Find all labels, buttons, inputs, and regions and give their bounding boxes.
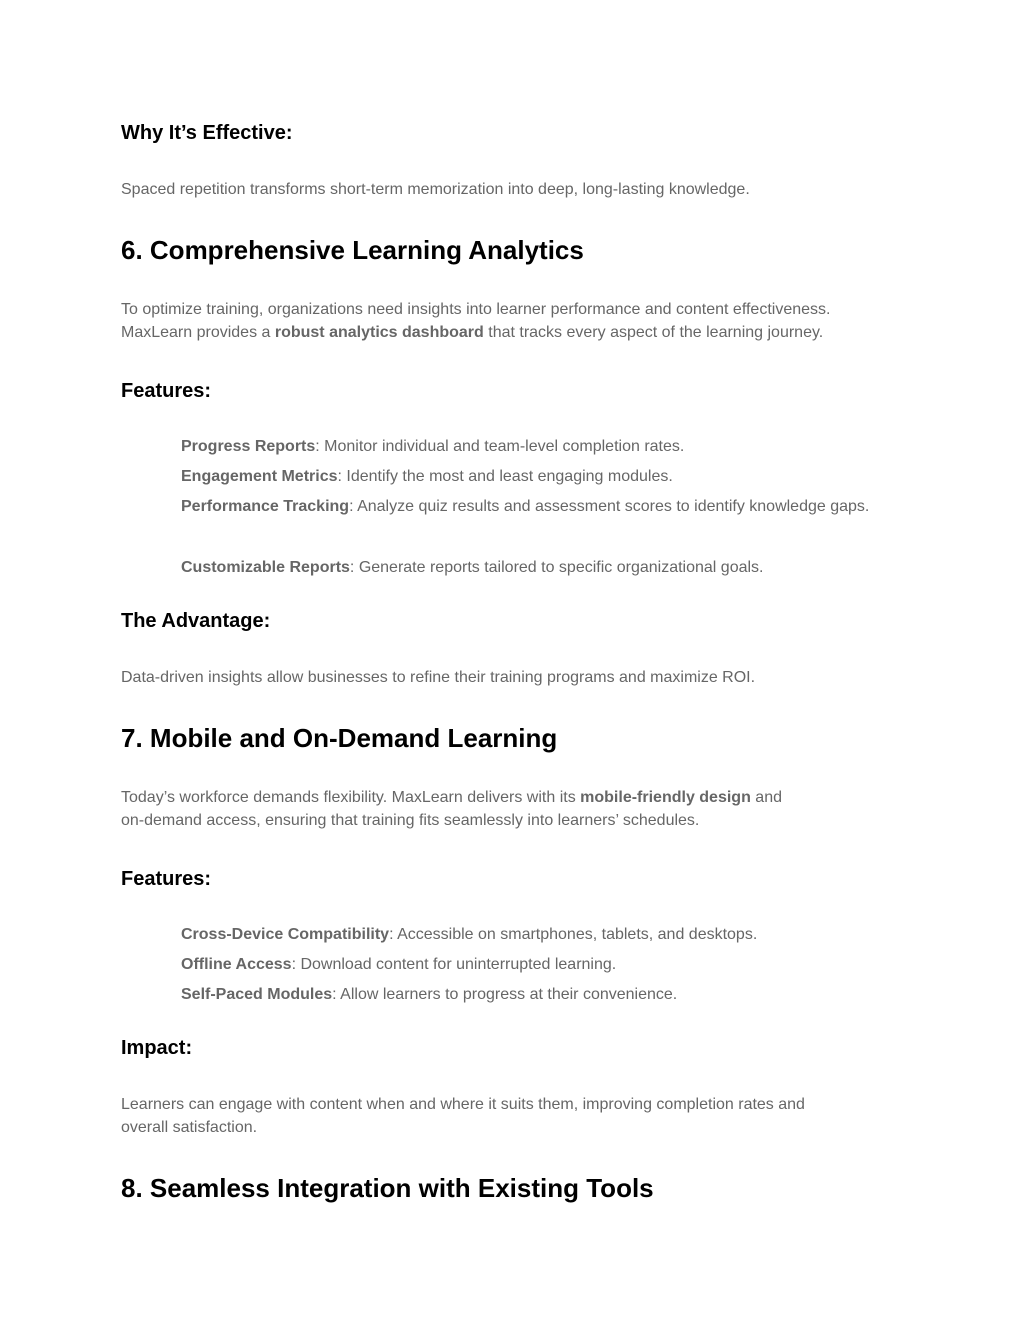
feature-desc: : Allow learners to progress at their convenience.	[332, 986, 678, 1003]
list-item	[181, 920, 911, 950]
advantage-heading: The Advantage:	[121, 610, 271, 632]
impact-text-line-2: overall satisfaction.	[121, 1119, 258, 1136]
feature-term: Progress Reports	[181, 438, 316, 455]
feature-desc: : Generate reports tailored to specific organizational goals.	[349, 559, 764, 576]
feature-term: Cross-Device Compatibility	[181, 926, 390, 943]
feature-desc: : Identify the most and least engaging modules.	[337, 468, 673, 485]
intro-text: MaxLearn provides a	[121, 324, 275, 341]
section-7-intro-line-2: on-demand access, ensuring that training fits seamlessly into learners’ schedules.	[121, 812, 700, 829]
intro-bold-text: robust analytics dashboard	[274, 324, 484, 341]
why-effective-text: Spaced repetition transforms short-term memorization into deep, long-lasting knowledge.	[121, 181, 750, 198]
feature-term: Customizable Reports	[181, 559, 350, 576]
section-6-intro-line-1: To optimize training, organizations need insights into learner performance and content effectiveness.	[121, 301, 831, 318]
why-effective-heading: Why It’s Effective:	[121, 122, 293, 144]
section-6-intro-line-2	[121, 321, 823, 344]
section-7-features-heading: Features:	[121, 868, 212, 890]
feature-desc: : Monitor individual and team-level completion rates.	[315, 438, 685, 455]
list-item	[181, 492, 911, 522]
intro-text: and	[750, 789, 782, 806]
section-6-title: 6. Comprehensive Learning Analytics	[121, 235, 584, 265]
feature-term: Self-Paced Modules	[181, 986, 333, 1003]
section-6-features-heading: Features:	[121, 380, 212, 402]
feature-term: Offline Access	[181, 956, 292, 973]
section-7-intro-line-1	[121, 786, 782, 809]
section-8-title: 8. Seamless Integration with Existing Tools	[121, 1173, 654, 1203]
intro-bold-text: mobile-friendly design	[580, 789, 751, 806]
list-item	[181, 950, 911, 980]
feature-desc: : Accessible on smartphones, tablets, and desktops.	[389, 926, 758, 943]
list-item	[181, 980, 911, 1010]
section-7-title: 7. Mobile and On-Demand Learning	[121, 723, 558, 753]
feature-term: Performance Tracking	[181, 498, 350, 515]
advantage-text: Data-driven insights allow businesses to refine their training programs and maximize ROI.	[121, 669, 756, 686]
list-item	[181, 462, 911, 492]
feature-desc: : Analyze quiz results and assessment scores to identify knowledge gaps.	[349, 498, 870, 515]
list-item	[181, 432, 911, 462]
feature-term: Engagement Metrics	[181, 468, 338, 485]
feature-desc: : Download content for uninterrupted learning.	[291, 956, 617, 973]
intro-text: Today’s workforce demands flexibility. MaxLearn delivers with its	[121, 789, 581, 806]
intro-text: that tracks every aspect of the learning journey.	[483, 324, 824, 341]
impact-heading: Impact:	[121, 1037, 193, 1059]
impact-text-line-1: Learners can engage with content when and where it suits them, improving completion rates and	[121, 1096, 805, 1113]
list-item	[181, 553, 911, 583]
